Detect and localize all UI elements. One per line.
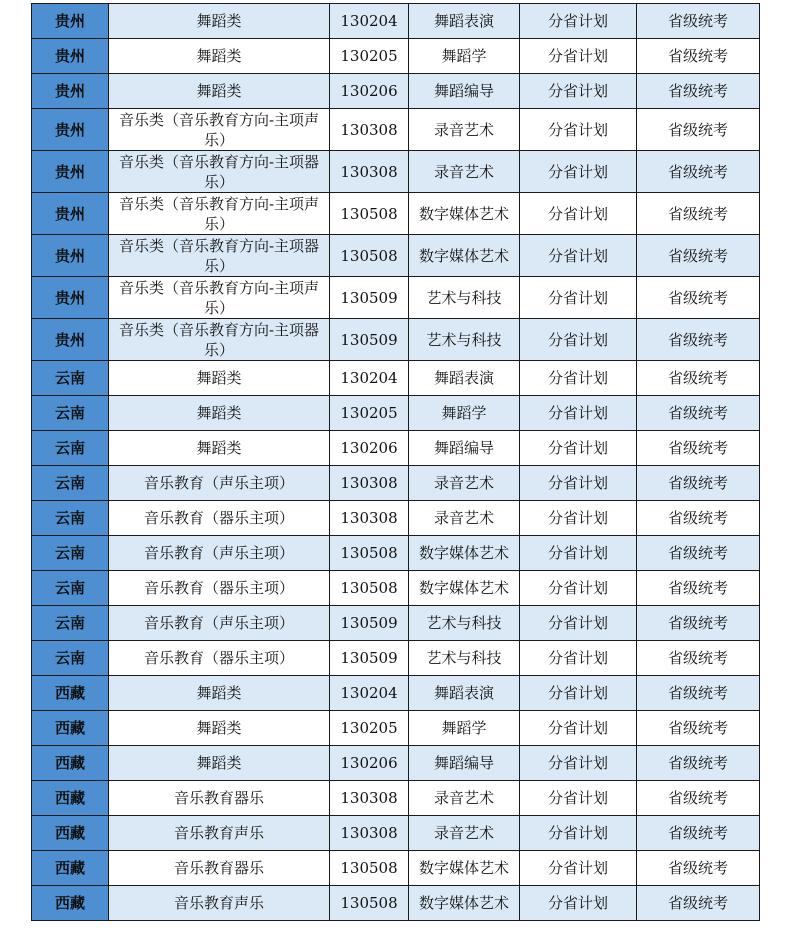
plan-type-cell: 分省计划 <box>520 396 637 431</box>
plan-type-cell: 分省计划 <box>520 466 637 501</box>
major-name-cell: 舞蹈表演 <box>409 4 520 39</box>
category-cell: 音乐类（音乐教育方向-主项器乐） <box>109 235 330 277</box>
major-name-cell: 数字媒体艺术 <box>409 571 520 606</box>
plan-type-cell: 分省计划 <box>520 151 637 193</box>
province-cell: 云南 <box>32 361 109 396</box>
major-name-cell: 数字媒体艺术 <box>409 851 520 886</box>
major-name-cell: 舞蹈编导 <box>409 74 520 109</box>
table-row <box>32 466 760 501</box>
table-row <box>32 319 760 361</box>
plan-type-cell: 分省计划 <box>520 816 637 851</box>
major-name-cell: 艺术与科技 <box>409 319 520 361</box>
province-cell: 云南 <box>32 536 109 571</box>
table-row <box>32 109 760 151</box>
province-cell: 西藏 <box>32 851 109 886</box>
province-cell: 云南 <box>32 641 109 676</box>
table-row <box>32 641 760 676</box>
plan-type-cell: 分省计划 <box>520 193 637 235</box>
plan-type-cell: 分省计划 <box>520 711 637 746</box>
exam-type-cell: 省级统考 <box>637 501 760 536</box>
plan-type-cell: 分省计划 <box>520 676 637 711</box>
exam-type-cell: 省级统考 <box>637 277 760 319</box>
exam-type-cell: 省级统考 <box>637 816 760 851</box>
major-code-cell: 130308 <box>330 109 409 151</box>
table-row <box>32 235 760 277</box>
exam-type-cell: 省级统考 <box>637 431 760 466</box>
exam-type-cell: 省级统考 <box>637 851 760 886</box>
table-body <box>32 4 760 921</box>
plan-type-cell: 分省计划 <box>520 571 637 606</box>
plan-type-cell: 分省计划 <box>520 4 637 39</box>
table-row <box>32 4 760 39</box>
exam-type-cell: 省级统考 <box>637 886 760 921</box>
plan-type-cell: 分省计划 <box>520 641 637 676</box>
major-code-cell: 130508 <box>330 571 409 606</box>
plan-type-cell: 分省计划 <box>520 886 637 921</box>
province-cell: 贵州 <box>32 4 109 39</box>
major-name-cell: 舞蹈表演 <box>409 361 520 396</box>
plan-type-cell: 分省计划 <box>520 235 637 277</box>
exam-type-cell: 省级统考 <box>637 466 760 501</box>
major-code-cell: 130308 <box>330 781 409 816</box>
major-code-cell: 130508 <box>330 235 409 277</box>
exam-type-cell: 省级统考 <box>637 396 760 431</box>
major-code-cell: 130204 <box>330 676 409 711</box>
table-row <box>32 851 760 886</box>
exam-type-cell: 省级统考 <box>637 193 760 235</box>
table-row <box>32 781 760 816</box>
major-code-cell: 130508 <box>330 536 409 571</box>
province-cell: 西藏 <box>32 781 109 816</box>
province-cell: 贵州 <box>32 151 109 193</box>
plan-type-cell: 分省计划 <box>520 536 637 571</box>
major-name-cell: 数字媒体艺术 <box>409 536 520 571</box>
province-cell: 云南 <box>32 571 109 606</box>
category-cell: 音乐教育器乐 <box>109 781 330 816</box>
category-cell: 音乐类（音乐教育方向-主项声乐） <box>109 277 330 319</box>
exam-type-cell: 省级统考 <box>637 4 760 39</box>
province-cell: 贵州 <box>32 235 109 277</box>
table-row <box>32 711 760 746</box>
admission-plan-table <box>31 3 760 921</box>
major-code-cell: 130205 <box>330 396 409 431</box>
category-cell: 音乐教育（器乐主项） <box>109 641 330 676</box>
province-cell: 云南 <box>32 466 109 501</box>
plan-type-cell: 分省计划 <box>520 319 637 361</box>
table-row <box>32 536 760 571</box>
category-cell: 音乐教育（声乐主项） <box>109 606 330 641</box>
major-code-cell: 130204 <box>330 361 409 396</box>
category-cell: 音乐教育（声乐主项） <box>109 466 330 501</box>
major-code-cell: 130509 <box>330 277 409 319</box>
plan-type-cell: 分省计划 <box>520 277 637 319</box>
plan-type-cell: 分省计划 <box>520 851 637 886</box>
major-code-cell: 130205 <box>330 711 409 746</box>
major-name-cell: 数字媒体艺术 <box>409 235 520 277</box>
exam-type-cell: 省级统考 <box>637 711 760 746</box>
province-cell: 云南 <box>32 501 109 536</box>
category-cell: 音乐教育声乐 <box>109 886 330 921</box>
plan-type-cell: 分省计划 <box>520 501 637 536</box>
major-name-cell: 录音艺术 <box>409 109 520 151</box>
province-cell: 贵州 <box>32 109 109 151</box>
category-cell: 舞蹈类 <box>109 711 330 746</box>
major-name-cell: 录音艺术 <box>409 781 520 816</box>
category-cell: 舞蹈类 <box>109 431 330 466</box>
province-cell: 贵州 <box>32 193 109 235</box>
plan-type-cell: 分省计划 <box>520 39 637 74</box>
major-code-cell: 130509 <box>330 606 409 641</box>
category-cell: 舞蹈类 <box>109 746 330 781</box>
exam-type-cell: 省级统考 <box>637 571 760 606</box>
table-row <box>32 571 760 606</box>
exam-type-cell: 省级统考 <box>637 641 760 676</box>
major-name-cell: 数字媒体艺术 <box>409 886 520 921</box>
major-code-cell: 130206 <box>330 746 409 781</box>
category-cell: 音乐类（音乐教育方向-主项器乐） <box>109 319 330 361</box>
major-name-cell: 舞蹈编导 <box>409 431 520 466</box>
province-cell: 西藏 <box>32 746 109 781</box>
major-code-cell: 130508 <box>330 851 409 886</box>
category-cell: 音乐教育器乐 <box>109 851 330 886</box>
exam-type-cell: 省级统考 <box>637 536 760 571</box>
table-row <box>32 39 760 74</box>
major-code-cell: 130205 <box>330 39 409 74</box>
exam-type-cell: 省级统考 <box>637 361 760 396</box>
province-cell: 西藏 <box>32 711 109 746</box>
major-code-cell: 130308 <box>330 501 409 536</box>
major-code-cell: 130508 <box>330 193 409 235</box>
major-name-cell: 数字媒体艺术 <box>409 193 520 235</box>
category-cell: 舞蹈类 <box>109 39 330 74</box>
major-name-cell: 艺术与科技 <box>409 641 520 676</box>
province-cell: 云南 <box>32 396 109 431</box>
province-cell: 云南 <box>32 606 109 641</box>
table-row <box>32 606 760 641</box>
major-code-cell: 130206 <box>330 431 409 466</box>
plan-type-cell: 分省计划 <box>520 606 637 641</box>
category-cell: 舞蹈类 <box>109 4 330 39</box>
major-name-cell: 录音艺术 <box>409 501 520 536</box>
plan-type-cell: 分省计划 <box>520 109 637 151</box>
major-code-cell: 130204 <box>330 4 409 39</box>
category-cell: 音乐教育（声乐主项） <box>109 536 330 571</box>
exam-type-cell: 省级统考 <box>637 781 760 816</box>
category-cell: 舞蹈类 <box>109 361 330 396</box>
exam-type-cell: 省级统考 <box>637 676 760 711</box>
province-cell: 贵州 <box>32 319 109 361</box>
major-code-cell: 130509 <box>330 319 409 361</box>
category-cell: 音乐教育（器乐主项） <box>109 571 330 606</box>
exam-type-cell: 省级统考 <box>637 606 760 641</box>
exam-type-cell: 省级统考 <box>637 746 760 781</box>
table-row <box>32 396 760 431</box>
major-code-cell: 130509 <box>330 641 409 676</box>
table-row <box>32 676 760 711</box>
major-code-cell: 130308 <box>330 816 409 851</box>
table-row <box>32 277 760 319</box>
table-row <box>32 431 760 466</box>
major-name-cell: 舞蹈学 <box>409 39 520 74</box>
major-name-cell: 艺术与科技 <box>409 606 520 641</box>
category-cell: 音乐类（音乐教育方向-主项声乐） <box>109 109 330 151</box>
table-row <box>32 746 760 781</box>
major-name-cell: 录音艺术 <box>409 151 520 193</box>
province-cell: 贵州 <box>32 277 109 319</box>
province-cell: 云南 <box>32 431 109 466</box>
major-name-cell: 舞蹈学 <box>409 711 520 746</box>
major-code-cell: 130308 <box>330 466 409 501</box>
plan-type-cell: 分省计划 <box>520 746 637 781</box>
plan-type-cell: 分省计划 <box>520 74 637 109</box>
exam-type-cell: 省级统考 <box>637 319 760 361</box>
category-cell: 音乐类（音乐教育方向-主项声乐） <box>109 193 330 235</box>
exam-type-cell: 省级统考 <box>637 235 760 277</box>
plan-type-cell: 分省计划 <box>520 431 637 466</box>
major-name-cell: 舞蹈编导 <box>409 746 520 781</box>
province-cell: 西藏 <box>32 886 109 921</box>
province-cell: 贵州 <box>32 39 109 74</box>
table-row <box>32 501 760 536</box>
major-name-cell: 录音艺术 <box>409 816 520 851</box>
table-row <box>32 361 760 396</box>
category-cell: 舞蹈类 <box>109 396 330 431</box>
major-code-cell: 130206 <box>330 74 409 109</box>
category-cell: 舞蹈类 <box>109 74 330 109</box>
major-name-cell: 录音艺术 <box>409 466 520 501</box>
major-code-cell: 130308 <box>330 151 409 193</box>
table-row <box>32 816 760 851</box>
province-cell: 贵州 <box>32 74 109 109</box>
table-row <box>32 193 760 235</box>
category-cell: 音乐教育声乐 <box>109 816 330 851</box>
exam-type-cell: 省级统考 <box>637 109 760 151</box>
table-row <box>32 886 760 921</box>
exam-type-cell: 省级统考 <box>637 74 760 109</box>
category-cell: 音乐教育（器乐主项） <box>109 501 330 536</box>
category-cell: 舞蹈类 <box>109 676 330 711</box>
province-cell: 西藏 <box>32 676 109 711</box>
plan-type-cell: 分省计划 <box>520 361 637 396</box>
table-row <box>32 74 760 109</box>
major-code-cell: 130508 <box>330 886 409 921</box>
major-name-cell: 舞蹈表演 <box>409 676 520 711</box>
major-name-cell: 艺术与科技 <box>409 277 520 319</box>
category-cell: 音乐类（音乐教育方向-主项器乐） <box>109 151 330 193</box>
exam-type-cell: 省级统考 <box>637 39 760 74</box>
province-cell: 西藏 <box>32 816 109 851</box>
exam-type-cell: 省级统考 <box>637 151 760 193</box>
plan-type-cell: 分省计划 <box>520 781 637 816</box>
major-name-cell: 舞蹈学 <box>409 396 520 431</box>
table-row <box>32 151 760 193</box>
